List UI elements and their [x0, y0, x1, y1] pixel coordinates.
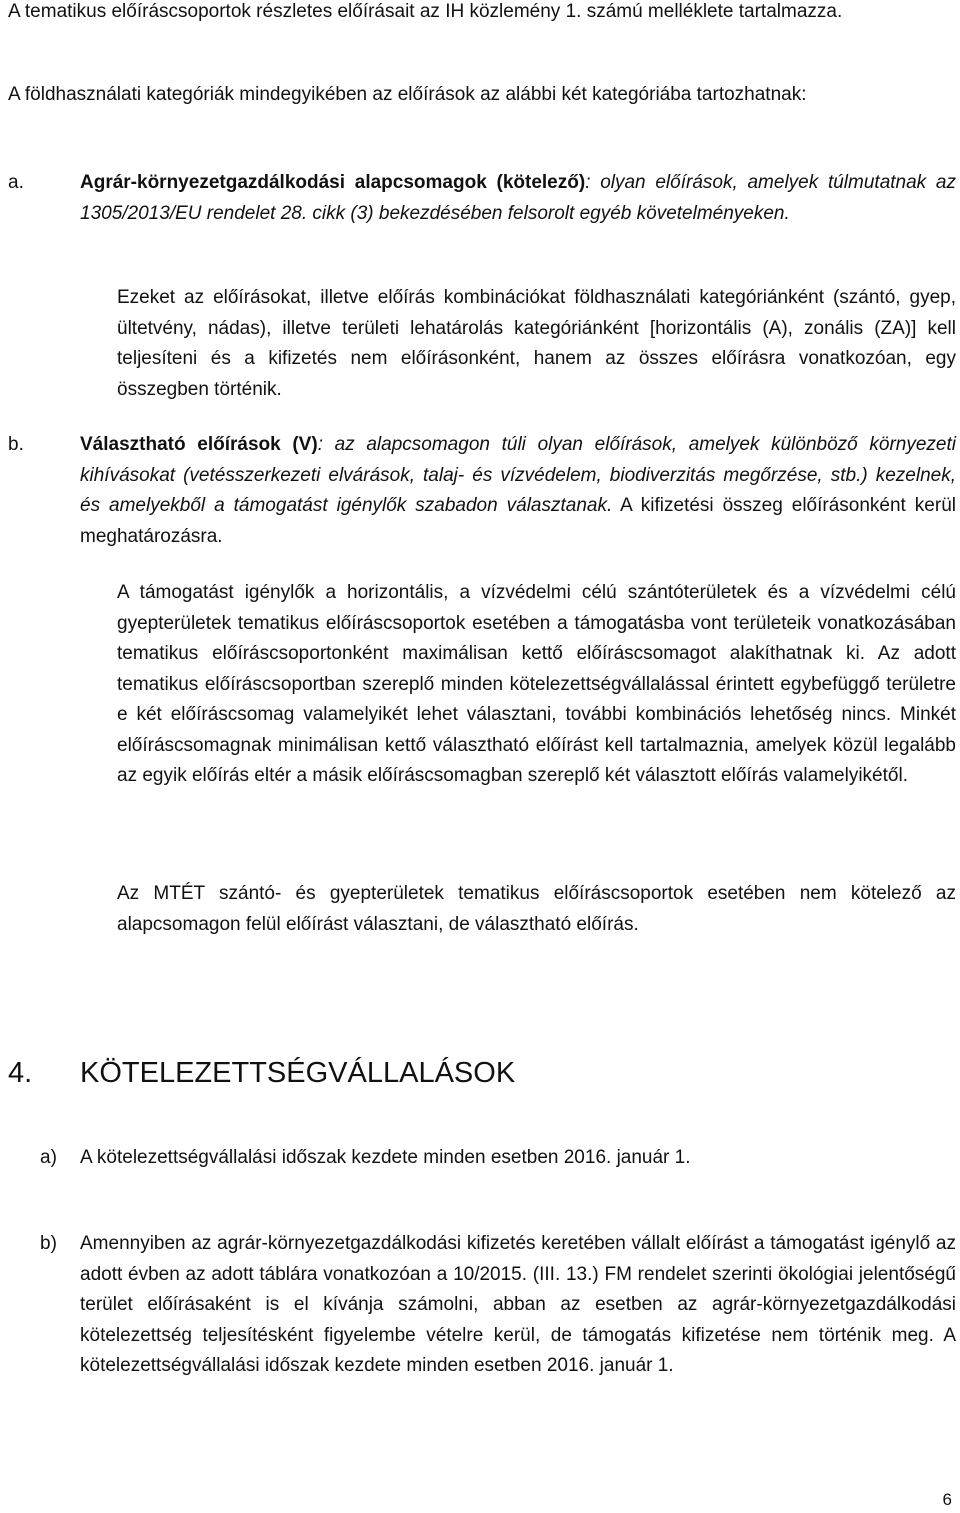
section-title: KÖTELEZETTSÉGVÁLLALÁSOK [80, 1057, 516, 1089]
list-item-b-body [80, 430, 956, 552]
commitment-item-b-text: Amennyiben az agrár-környezetgazdálkodási kifizetés keretében vállalt előírást a támogatást igénylő az adott évben az adott táblára vonatkozóan a 10/2015. (III. 13.) FM rendelet szerinti ökológiai jelentőségű terület előírásaként is el kívánja számolni, abban az esetben az agrár-környezetgazdálkodási kötelezettség teljesítésként figyelembe vételre kerül, de támogatás kifizetése nem történik meg. A kötelezettségvállalási időszak kezdete minden esetben 2016. január 1. [80, 1233, 956, 1376]
commitment-item-b [40, 1229, 956, 1382]
list-item-a-description: : olyan előírások, amelyek túlmutatnak az 1305/2013/EU rendelet 28. cikk (3) bekezdésében felsorolt egyéb követelményeken. [80, 172, 956, 224]
intro-paragraph-1: A tematikus előíráscsoportok részletes előírásait az IH közlemény 1. számú melléklete tartalmazza. [8, 1, 843, 22]
list-item-a-label: a. [8, 172, 24, 193]
page-number: 6 [942, 1490, 952, 1509]
list-item-b-description: : az alapcsomagon túli olyan előírások, amelyek különböző környezeti kihívásokat (vetésszerkezeti elvárások, talaj- és vízvédelem, biodiverzitás megőrzése, stb.) kezelnek, és amelyekből a támogatást igénylők szabadon választanak. [80, 434, 956, 516]
commitment-item-a-text: A kötelezettségvállalási időszak kezdete minden esetben 2016. január 1. [80, 1147, 691, 1168]
commitment-item-a [40, 1143, 956, 1174]
list-item-b-title: Választható előírások (V) [80, 434, 318, 455]
list-item-a-body [80, 168, 956, 229]
list-item-a-title: Agrár-környezetgazdálkodási alapcsomagok (kötelező) [80, 172, 586, 193]
item-b-paragraph-2: Az MTÉT szántó- és gyepterületek tematikus előíráscsoportok esetében nem kötelező az alapcsomagon felül előírást választani, de választható előírás. [117, 883, 956, 935]
commitment-item-b-label: b) [40, 1233, 57, 1254]
list-item-b [8, 430, 956, 552]
commitment-item-a-label: a) [40, 1147, 57, 1168]
item-b-paragraph-1: A támogatást igénylők a horizontális, a vízvédelmi célú szántóterületek és a vízvédelmi célú gyepterületek tematikus előíráscsoportok esetében a támogatásba vont területeik vonatkozásában tematikus előíráscsoportonként maximálisan kettő előíráscsomagot alakíthatnak ki. Az adott tematikus előíráscsoportban szereplő minden kötelezettségvállalással érintett egybefüggő területre e két előíráscsomag valamelyikét lehet választani, további kombinációs lehetőség nincs. Minkét előíráscsomagnak minimálisan kettő választható előírást kell tartalmaznia, amelyek közül legalább az egyik előírás eltér a másik előíráscsomagban szereplő két választott előírás valamelyikétől. [117, 582, 956, 786]
item-a-paragraph: Ezeket az előírásokat, illetve előírás kombinációkat földhasználati kategóriánként (szántó, gyep, ültetvény, nádas), illetve területi lehatárolás kategóriánként [horizontális (A), zonális (ZA)] kell teljesíteni és a kifizetés nem előírásonként, hanem az összes előírásra vonatkozóan, egy összegben történik. [117, 287, 956, 400]
list-item-b-label: b. [8, 434, 24, 455]
intro-paragraph-2: A földhasználati kategóriák mindegyikében az előírások az alábbi két kategóriába tartozhatnak: [8, 84, 807, 105]
list-item-a [8, 168, 956, 229]
section-heading [8, 1053, 515, 1093]
list-item-b-plain: A kifizetési összeg előírásonként kerül meghatározásra. [80, 495, 956, 547]
section-number: 4. [8, 1057, 33, 1089]
